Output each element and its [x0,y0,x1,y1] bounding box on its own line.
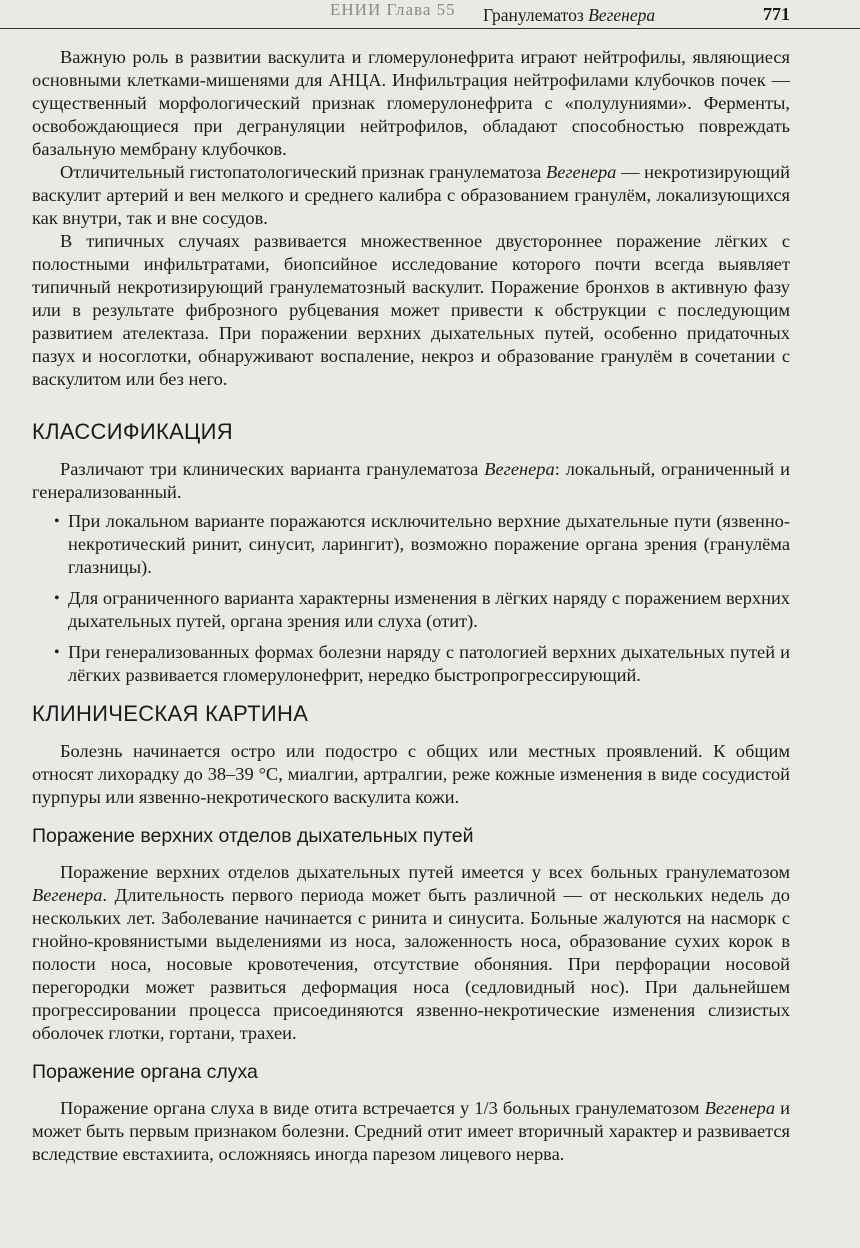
intro-paragraph-3: В типичных случаях развивается множественное двустороннее поражение лёгких с полостными инфильтратами, биопсийное исследование которого почти всегда выявляет типичный некротизирующий гранулематозный васкулит. Поражение бронхов в активную фазу или в результате фиброзного рубцевания может привести к обструкции с последующим развитием ателектаза. При поражении верхних дыхательных путей, особенно придаточных пазух и носоглотки, обнаруживают воспаление, некроз и образование гранулём в сочетании с васкулитом или без него. [32,231,790,389]
hearing-heading: Поражение органа слуха [32,1061,258,1083]
list-item: • При генерализованных формах болезни наряду с патологией верхних дыхательных путей и лёгких развивается гломерулонефрит, нередко быстропрогрессирующий. [54,642,790,685]
running-title: Гранулематоз Вегенера [483,5,656,25]
list-item: • При локальном варианте поражаются исключительно верхние дыхательные пути (язвенно-некротический ринит, синусит, ларингит), возможно поражение органа зрения (гранулёма глазницы). [54,511,790,577]
bullet-icon: • [54,590,60,607]
classification-paragraph: Различают три клинических варианта гранулематоза Вегенера: локальный, ограниченный и генерализованный. [32,459,790,502]
list-item: • Для ограниченного варианта характерны изменения в лёгких наряду с поражением верхних дыхательных путей, органа зрения или слуха (отит). [54,588,790,631]
upper-airways-paragraph: Поражение верхних отделов дыхательных путей имеется у всех больных гранулематозом Вегенера. Длительность первого периода может быть различной — от нескольких недель до нескольких лет. Заболевание начинается с ринита и синусита. Больные жалуются на насморк с гнойно-кровянистыми выделениями из носа, заложенность носа, образование сухих корок в полости носа, носовые кровотечения, отсутствие обоняния. При перфорации носовой перегородки может развиться деформация носа (седловидный нос). При дальнейшем прогрессировании процесса присоединяются язвенно-некротические изменения слизистых оболочек глотки, гортани, трахеи. [32,862,790,1043]
running-header [0,2,860,29]
page-number: 771 [763,4,790,24]
upper-airways-heading: Поражение верхних отделов дыхательных путей [32,825,474,847]
hearing-paragraph: Поражение органа слуха в виде отита встречается у 1/3 больных гранулематозом Вегенера и может быть первым признаком болезни. Средний отит имеет вторичный характер и развивается вследствие евстахиита, осложняясь иногда парезом лицевого нерва. [32,1098,790,1164]
bullet-icon: • [54,644,60,661]
page-body [32,46,790,1166]
clinical-paragraph: Болезнь начинается остро или подостро с общих или местных проявлений. К общим относят лихорадку до 38–39 °С, миалгии, артралгии, реже кожные изменения в виде сосудистой пурпуры или язвенно-некротического васкулита кожи. [32,741,790,807]
bullet-icon: • [54,513,60,530]
bleed-through-text: ЕНИИ Глава 55 [330,0,456,19]
intro-paragraph-1: Важную роль в развитии васкулита и гломерулонефрита играют нейтрофилы, являющиеся основными клетками-мишенями для АНЦА. Инфильтрация нейтрофилами клубочков почек — существенный морфологический признак гломерулонефрита с «полулуниями». Ферменты, освобождающиеся при дегрануляции нейтрофилов, обладают способностью повреждать базальную мембрану клубочков. [32,47,790,159]
clinical-heading: КЛИНИЧЕСКАЯ КАРТИНА [32,701,309,726]
classification-list [32,510,790,687]
classification-heading: КЛАССИФИКАЦИЯ [32,419,233,444]
intro-paragraph-2: Отличительный гистопатологический признак гранулематоза Вегенера — некротизирующий васкулит артерий и вен мелкого и среднего калибра с образованием гранулём, локализующихся как внутри, так и вне сосудов. [32,162,790,228]
